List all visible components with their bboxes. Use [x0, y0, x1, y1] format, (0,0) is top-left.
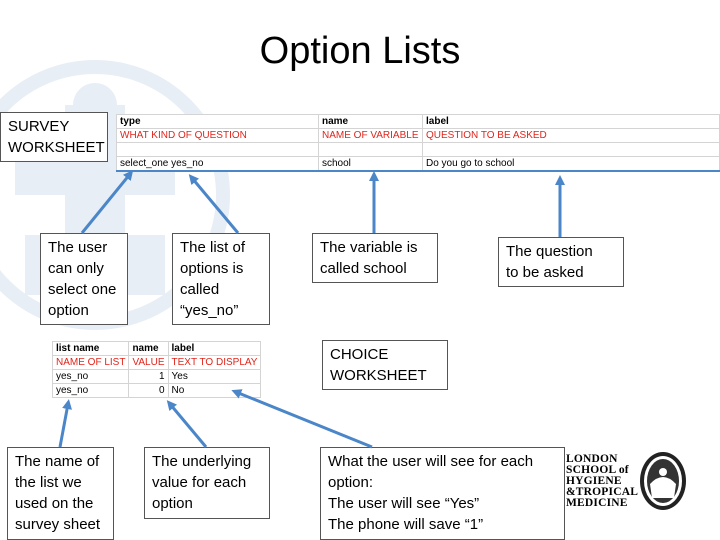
choice-desc-value: VALUE — [129, 356, 168, 370]
choice-description-row — [53, 356, 261, 370]
choice-desc-list-name: NAME OF LIST — [53, 356, 129, 370]
callout-question: The question to be asked — [498, 237, 624, 287]
callout-select-one: The user can only select one option — [40, 233, 128, 325]
survey-cell-type: select_one yes_no — [117, 157, 319, 172]
arrow-value — [170, 404, 206, 447]
choice-row — [53, 370, 261, 384]
callout-variable: The variable is called school — [312, 233, 438, 283]
choice-cell-value: 1 — [129, 370, 168, 384]
choice-worksheet-label: CHOICE WORKSHEET — [322, 340, 448, 390]
survey-worksheet-label: SURVEY WORKSHEET — [0, 112, 108, 162]
survey-empty-row — [117, 143, 720, 157]
survey-header-name: name — [319, 115, 423, 129]
choice-desc-label: TEXT TO DISPLAY — [168, 356, 261, 370]
logo-wordmark: LONDON SCHOOL of HYGIENE &TROPICAL MEDICINE — [566, 453, 639, 509]
survey-header-type: type — [117, 115, 319, 129]
survey-data-row — [117, 157, 720, 172]
callout-list-options: The list of options is called “yes_no” — [172, 233, 270, 325]
arrow-display — [236, 392, 372, 447]
choice-cell-list-name: yes_no — [53, 370, 129, 384]
lshtm-logo — [566, 448, 696, 520]
choice-header-list-name: list name — [53, 342, 129, 356]
arrow-list-name — [60, 404, 68, 447]
survey-sheet-table — [116, 114, 720, 172]
choice-header-label: label — [168, 342, 261, 356]
choice-cell-list-name: yes_no — [53, 384, 129, 398]
survey-description-row — [117, 129, 720, 143]
callout-value: The underlying value for each option — [144, 447, 270, 519]
choice-header-row — [53, 342, 261, 356]
survey-cell-label: Do you go to school — [423, 157, 720, 172]
choice-cell-label: Yes — [168, 370, 261, 384]
choice-cell-label: No — [168, 384, 261, 398]
callout-display: What the user will see for each option: The user will see “Yes” The phone will save “1” — [320, 447, 565, 540]
survey-cell-name: school — [319, 157, 423, 172]
survey-desc-type: WHAT KIND OF QUESTION — [117, 129, 319, 143]
choice-sheet-table — [52, 341, 261, 398]
survey-header-label: label — [423, 115, 720, 129]
callout-list-name: The name of the list we used on the survey sheet — [7, 447, 114, 540]
choice-row — [53, 384, 261, 398]
choice-header-name: name — [129, 342, 168, 356]
crest-icon — [638, 450, 688, 512]
survey-header-row — [117, 115, 720, 129]
choice-cell-value: 0 — [129, 384, 168, 398]
survey-desc-name: NAME OF VARIABLE — [319, 129, 423, 143]
survey-desc-label: QUESTION TO BE ASKED — [423, 129, 720, 143]
slide-title: Option Lists — [259, 30, 461, 72]
